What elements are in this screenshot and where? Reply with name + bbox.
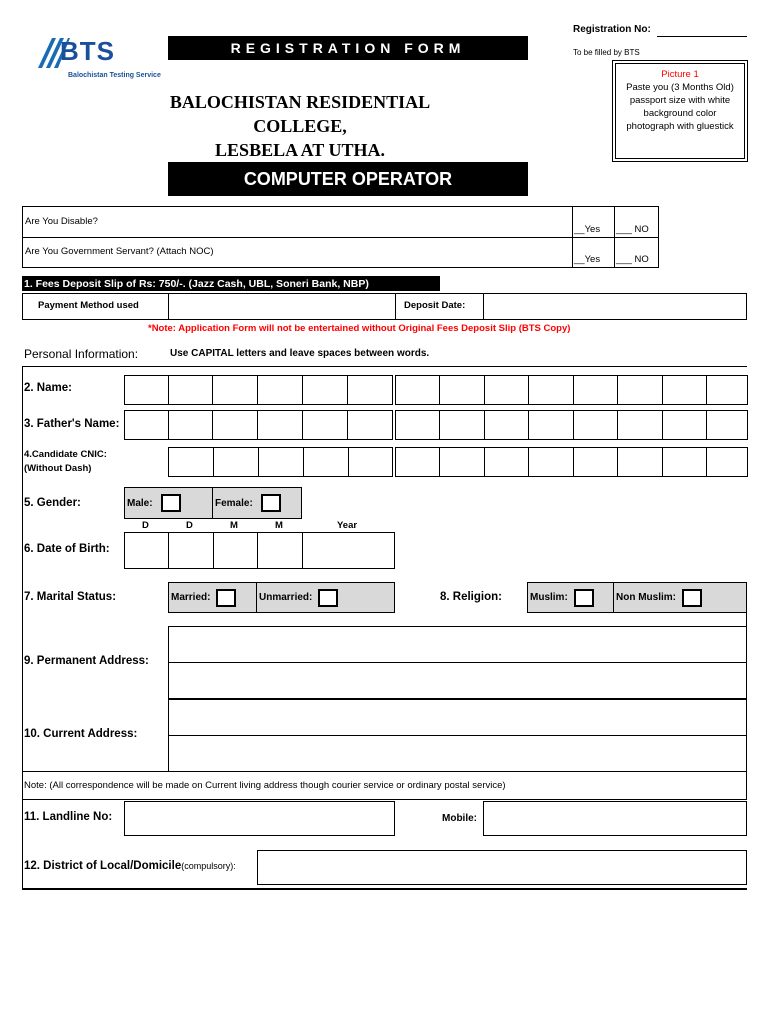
personal-instruction: Use CAPITAL letters and leave spaces between words.: [170, 348, 430, 359]
dob-header-d2: D: [186, 520, 193, 531]
post-title-bar: [168, 162, 528, 196]
current-address-label: 10. Current Address:: [24, 728, 138, 740]
deposit-date-field[interactable]: [484, 294, 746, 319]
gender-male-label: Male:: [127, 497, 153, 509]
religion-non-muslim-option[interactable]: [613, 582, 747, 613]
father-name-label: 3. Father's Name:: [24, 418, 120, 430]
landline-label: 11. Landline No:: [24, 811, 113, 823]
gender-male-option[interactable]: [124, 487, 213, 519]
gender-male-checkbox[interactable]: [161, 494, 181, 512]
mobile-label: Mobile:: [442, 813, 477, 824]
question-disable-label: Are You Disable?: [25, 216, 98, 227]
mobile-input[interactable]: [483, 801, 747, 836]
cnic-label: [24, 448, 107, 476]
marital-married-checkbox[interactable]: [216, 589, 236, 607]
marital-unmarried-option[interactable]: [256, 582, 395, 613]
district-label-main: 12. District of Local/Domicile: [24, 860, 182, 872]
question-govt-label: Are You Government Servant? (Attach NOC): [25, 246, 214, 257]
dob-label: 6. Date of Birth:: [24, 543, 110, 555]
registration-line[interactable]: [657, 36, 747, 37]
logo-subtitle: Balochistan Testing Service: [68, 72, 161, 79]
cnic-label-line1: 4.Candidate CNIC:: [24, 449, 107, 460]
fees-heading-bar: [22, 276, 440, 291]
question-disable-no[interactable]: ___ NO: [616, 224, 649, 235]
cnic-label-line2: (Without Dash): [24, 463, 92, 474]
payment-method-label: Payment Method used: [38, 300, 139, 311]
picture-box[interactable]: [612, 60, 748, 162]
gender-female-label: Female:: [215, 497, 253, 509]
logo-text: BTS: [60, 36, 115, 66]
address-note: Note: (All correspondence will be made on Current living address though courier service or ordinary postal service): [24, 780, 506, 791]
religion-non-muslim-label: Non Muslim:: [616, 592, 676, 603]
college-line-1: BALOCHISTAN RESIDENTIAL COLLEGE,: [169, 92, 431, 136]
marital-married-option[interactable]: [168, 582, 257, 613]
religion-muslim-checkbox[interactable]: [574, 589, 594, 607]
fees-heading: 1. Fees Deposit Slip of Rs: 750/-. (Jazz Cash, UBL, Soneri Bank, NBP): [24, 277, 369, 290]
college-line-2: LESBELA AT UTHA.: [215, 140, 385, 160]
religion-non-muslim-checkbox[interactable]: [682, 589, 702, 607]
permanent-address-label: 9. Permanent Address:: [24, 655, 149, 667]
gender-label: 5. Gender:: [24, 497, 81, 509]
marital-label: 7. Marital Status:: [24, 591, 117, 603]
permanent-address-line-2[interactable]: [168, 662, 747, 699]
marital-unmarried-checkbox[interactable]: [318, 589, 338, 607]
dob-header-m2: M: [275, 520, 283, 531]
district-label-note: (compulsory):: [181, 861, 236, 871]
registration-label: Registration No:: [573, 24, 651, 35]
marital-unmarried-label: Unmarried:: [259, 592, 313, 603]
landline-input[interactable]: [124, 801, 395, 836]
filled-by-bts: To be filled by BTS: [573, 48, 640, 57]
form-title: REGISTRATION FORM: [230, 40, 466, 56]
personal-heading: Personal Information:: [24, 347, 139, 361]
college-name: [140, 90, 460, 162]
marital-married-label: Married:: [171, 592, 211, 603]
deposit-date-label: Deposit Date:: [404, 300, 466, 311]
religion-label: 8. Religion:: [440, 591, 502, 603]
fees-note: *Note: Application Form will not be entertained without Original Fees Deposit Slip (BTS Copy): [148, 323, 571, 334]
gender-female-option[interactable]: [212, 487, 302, 519]
bts-logo: [30, 30, 160, 86]
post-title: COMPUTER OPERATOR: [243, 168, 453, 189]
religion-muslim-label: Muslim:: [530, 592, 568, 603]
question-disable-yes[interactable]: __Yes: [574, 224, 601, 235]
dob-header-d1: D: [142, 520, 149, 531]
district-label: [24, 860, 236, 872]
religion-muslim-option[interactable]: [527, 582, 614, 613]
question-govt-no[interactable]: ___ NO: [616, 254, 649, 265]
current-address-line-1[interactable]: [168, 699, 747, 736]
gender-female-checkbox[interactable]: [261, 494, 281, 512]
form-title-bar: [168, 36, 528, 60]
dob-header-year: Year: [337, 520, 358, 531]
current-address-line-2[interactable]: [168, 735, 747, 772]
question-govt-yes[interactable]: __Yes: [574, 254, 601, 265]
picture-title: Picture 1: [661, 69, 699, 80]
permanent-address-line-1[interactable]: [168, 626, 747, 663]
payment-method-field[interactable]: [169, 294, 394, 319]
dob-header-m1: M: [230, 520, 238, 531]
name-label: 2. Name:: [24, 382, 72, 394]
picture-instructions: Paste you (3 Months Old) passport size with white background color photograph with gluestick: [626, 82, 734, 132]
district-input[interactable]: [257, 850, 747, 885]
